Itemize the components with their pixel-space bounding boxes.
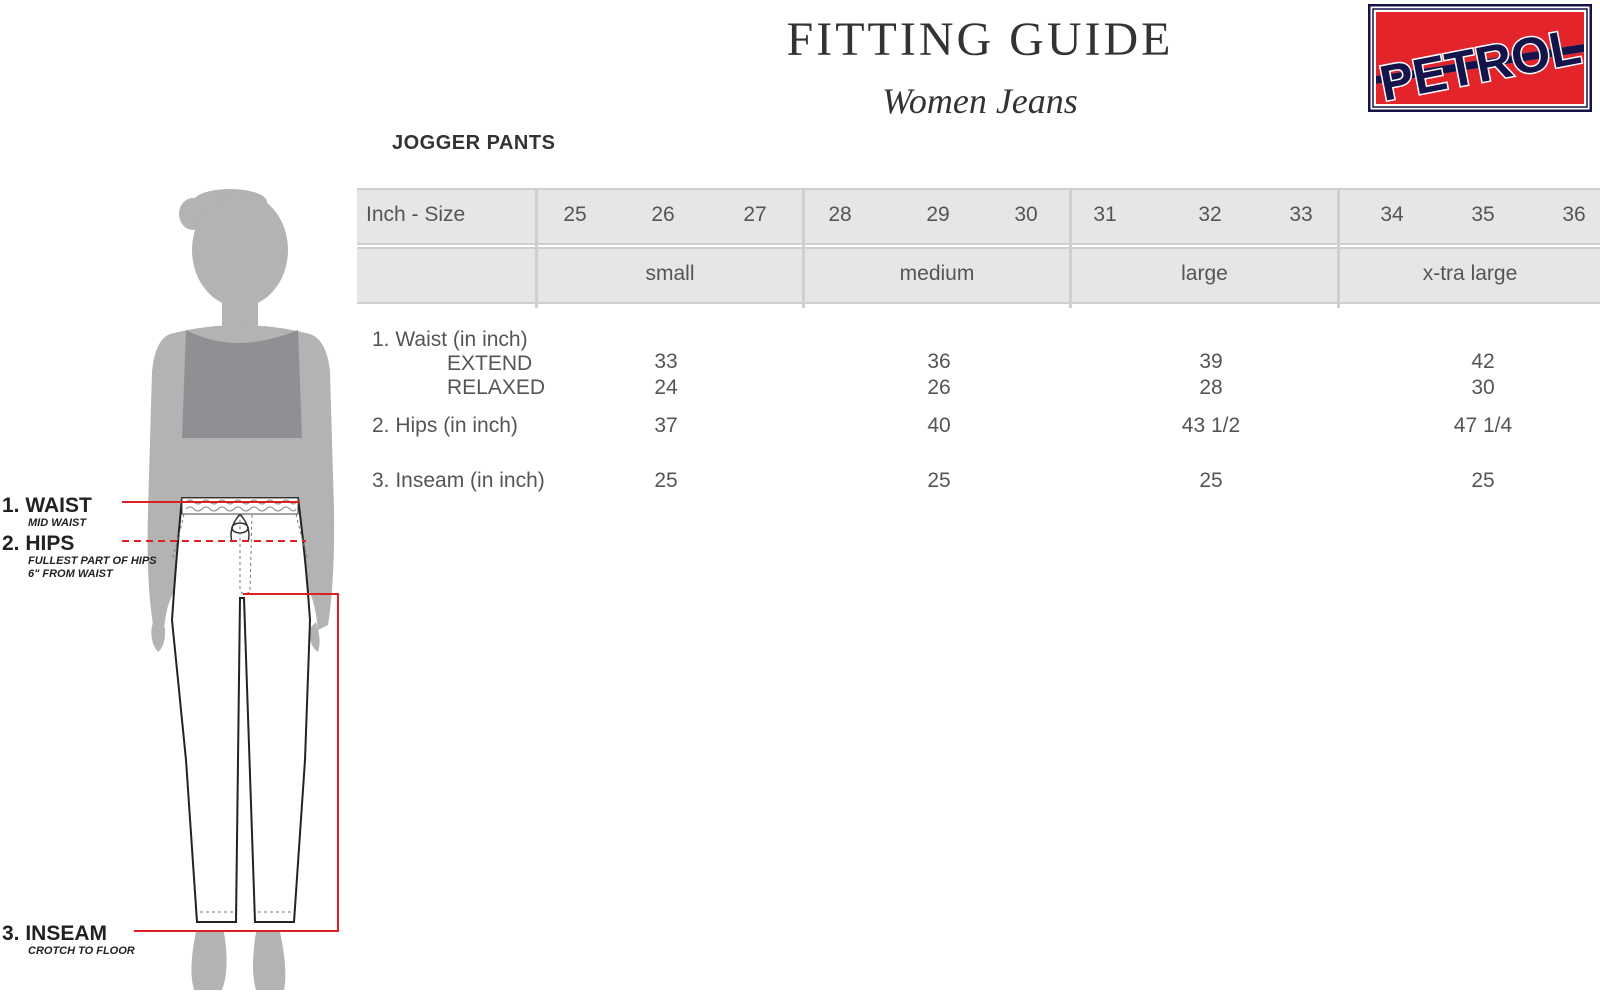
size-cell: 25 bbox=[563, 203, 587, 226]
size-cell: 30 bbox=[1014, 203, 1038, 226]
size-row-label: Inch - Size bbox=[366, 203, 466, 226]
hips-callout-note: 6" FROM WAIST bbox=[28, 568, 113, 580]
size-cell: 29 bbox=[926, 203, 950, 226]
size-cell: 31 bbox=[1093, 203, 1117, 226]
petrol-logo bbox=[1368, 4, 1592, 112]
inseam-callout-note: CROTCH TO FLOOR bbox=[28, 945, 135, 957]
column-divider bbox=[1069, 188, 1072, 308]
hips-callout: 2. HIPS bbox=[2, 532, 75, 555]
column-divider bbox=[802, 188, 805, 308]
size-cell: 35 bbox=[1471, 203, 1495, 226]
size-cell: 33 bbox=[1289, 203, 1313, 226]
waist-relaxed-value: 30 bbox=[1471, 376, 1495, 399]
waist-extend-value: 42 bbox=[1471, 350, 1495, 373]
waist-relaxed-value: 26 bbox=[927, 376, 951, 399]
size-cell: 36 bbox=[1562, 203, 1586, 226]
inseam-callout: 3. INSEAM bbox=[2, 922, 108, 945]
hips-value: 40 bbox=[927, 414, 951, 437]
waist-relaxed-value: 28 bbox=[1199, 376, 1223, 399]
size-group-label: large bbox=[1181, 262, 1228, 285]
section-heading: JOGGER PANTS bbox=[392, 132, 556, 154]
size-cell: 27 bbox=[743, 203, 767, 226]
pants-outline bbox=[172, 498, 310, 922]
inseam-value: 25 bbox=[1199, 469, 1223, 492]
hips-value: 47 1/4 bbox=[1453, 414, 1513, 437]
size-cell: 32 bbox=[1198, 203, 1222, 226]
inseam-value: 25 bbox=[927, 469, 951, 492]
waist-callout: 1. WAIST bbox=[2, 494, 92, 517]
size-table bbox=[357, 188, 1600, 308]
hips-callout-note: FULLEST PART OF HIPS bbox=[28, 555, 157, 567]
hips-label: 2. Hips (in inch) bbox=[372, 414, 518, 437]
size-group-label: small bbox=[645, 262, 695, 285]
hips-value: 43 1/2 bbox=[1181, 414, 1241, 437]
size-group-label: x-tra large bbox=[1422, 262, 1518, 285]
size-row bbox=[357, 188, 1600, 245]
inseam-value: 25 bbox=[654, 469, 678, 492]
column-divider bbox=[1337, 188, 1340, 308]
hips-value: 37 bbox=[654, 414, 678, 437]
size-cell: 28 bbox=[828, 203, 852, 226]
waist-extend-value: 39 bbox=[1199, 350, 1223, 373]
inseam-label: 3. Inseam (in inch) bbox=[372, 469, 545, 492]
waist-extend-value: 33 bbox=[654, 350, 678, 373]
waist-label: 1. Waist (in inch) bbox=[372, 328, 528, 351]
waist-relaxed-value: 24 bbox=[654, 376, 678, 399]
page-subtitle: Women Jeans bbox=[882, 81, 1078, 121]
column-divider bbox=[535, 188, 538, 308]
bra bbox=[182, 330, 302, 438]
inseam-value: 25 bbox=[1471, 469, 1495, 492]
svg-text:PETROL: PETROL bbox=[1375, 18, 1586, 112]
size-group-label: medium bbox=[899, 262, 975, 285]
waist-relaxed-label: RELAXED bbox=[447, 376, 546, 399]
waist-callout-note: MID WAIST bbox=[28, 517, 87, 529]
size-cell: 34 bbox=[1380, 203, 1404, 226]
waist-extend-label: EXTEND bbox=[447, 352, 533, 375]
size-cell: 26 bbox=[651, 203, 675, 226]
page-title: FITTING GUIDE bbox=[786, 13, 1174, 66]
waist-extend-value: 36 bbox=[927, 350, 951, 373]
